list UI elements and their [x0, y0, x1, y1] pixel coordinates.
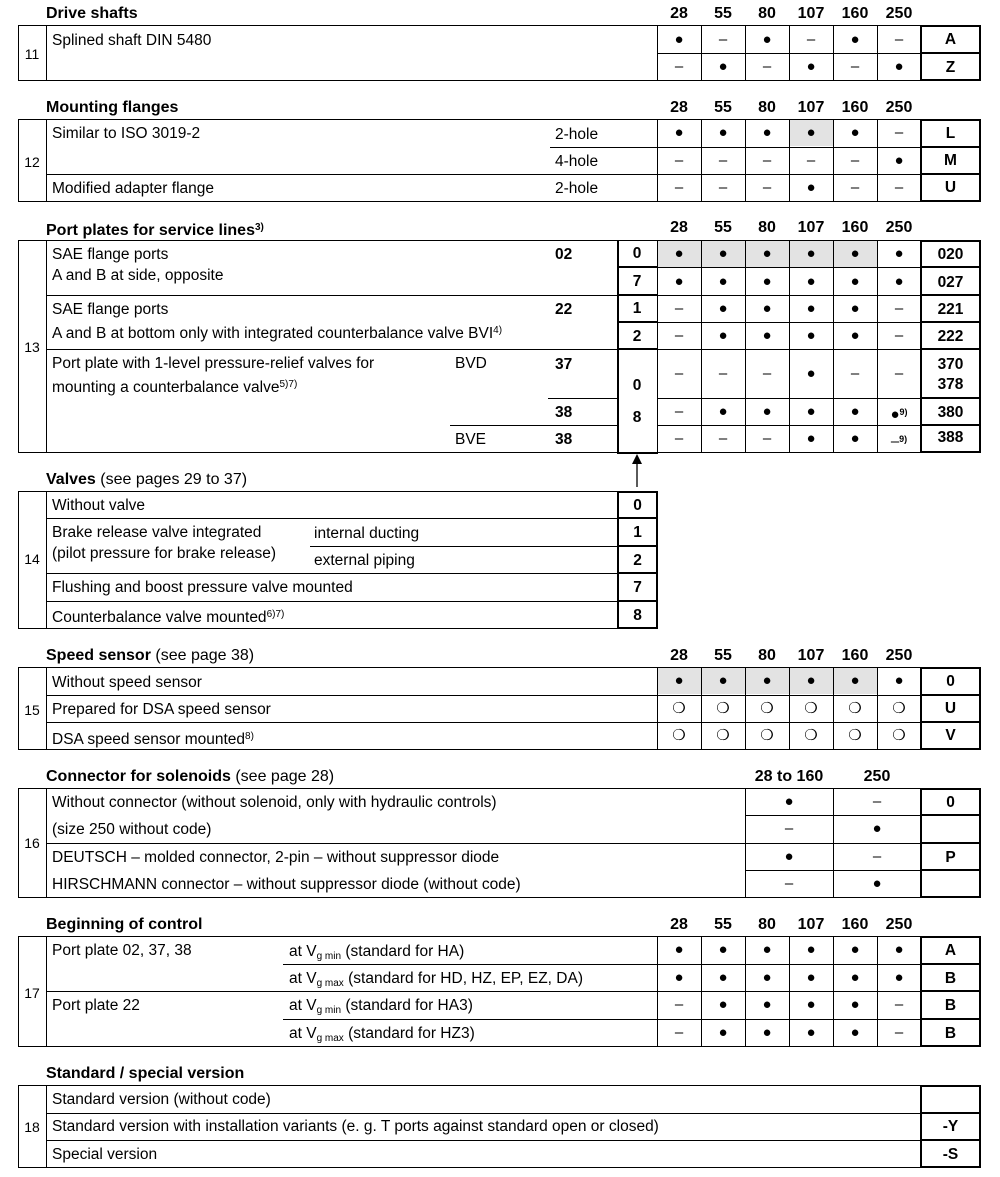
valve-code: 0 [632, 245, 642, 262]
row-label: DSA speed sensor mounted$^{8)}$ [52, 731, 254, 748]
avail-cell: ● [806, 996, 816, 1013]
avail-cell: ❍ [848, 700, 862, 717]
avail-cell: – [894, 300, 904, 317]
size-header-28: 28 [670, 5, 688, 22]
avail-cell: ● [850, 430, 860, 447]
avail-cell: – [718, 179, 728, 196]
size-header-250: 250 [885, 99, 913, 116]
size-header-107: 107 [797, 647, 825, 664]
row-number: 13 [24, 339, 40, 355]
section-speed-sensor [0, 646, 1000, 752]
avail-cell: – [806, 152, 816, 169]
avail-cell: ● [674, 245, 684, 262]
size-header-55: 55 [714, 219, 732, 236]
avail-cell: – [674, 58, 684, 75]
size-header-80: 80 [758, 219, 776, 236]
order-code: A [944, 31, 957, 48]
avail-cell: ● [762, 941, 772, 958]
row-label: Similar to ISO 3019-2 [52, 125, 201, 142]
avail-cell: ● [894, 273, 904, 290]
row-label: mounting a counterbalance valve$^{5)7)}$ [52, 379, 298, 396]
avail-cell: ● [718, 327, 728, 344]
avail-cell: ❍ [672, 700, 686, 717]
avail-cell: ● [762, 969, 772, 986]
order-code: 020 [937, 246, 964, 263]
valve-code: 2 [632, 328, 642, 345]
avail-cell: ● [718, 245, 728, 262]
order-code: L [945, 125, 956, 142]
order-code: 0 [946, 673, 955, 690]
size-header-250: 250 [863, 768, 891, 785]
size-header-107: 107 [797, 99, 825, 116]
avail-cell: – [674, 365, 684, 382]
control-label: at $V_{g max}$ (standard for HZ3) [289, 1025, 475, 1044]
avail-cell: ● [762, 124, 772, 141]
row-label: SAE flange ports [52, 246, 169, 263]
avail-cell: ●$^{9)}$ [890, 406, 908, 423]
section-port-plates [0, 218, 1000, 463]
order-code: 221 [937, 301, 964, 318]
avail-cell: ● [894, 152, 904, 169]
valve-code: 7 [633, 579, 642, 596]
row-label: A and B at side, opposite [52, 267, 224, 284]
valve-type-bve: BVE [455, 431, 487, 448]
avail-cell: – [894, 327, 904, 344]
size-header-80: 80 [758, 5, 776, 22]
sub-label: internal ducting [314, 525, 420, 542]
avail-cell: ● [806, 327, 816, 344]
size-header-80: 80 [758, 916, 776, 933]
section-valves [0, 470, 1000, 630]
avail-cell: ❍ [760, 700, 774, 717]
avail-cell: ● [806, 672, 816, 689]
section-standard-special [0, 1064, 1000, 1174]
valve-code: 2 [633, 552, 642, 569]
avail-cell: ● [806, 1024, 816, 1041]
size-header-250: 250 [885, 219, 913, 236]
row-label: (pilot pressure for brake release) [52, 545, 276, 562]
section-connector-solenoids [0, 767, 1000, 902]
order-code: 222 [937, 328, 964, 345]
avail-cell: – [850, 58, 860, 75]
avail-cell: ● [674, 672, 684, 689]
avail-cell: ● [762, 327, 772, 344]
avail-cell: ● [806, 300, 816, 317]
avail-cell: – [872, 793, 882, 810]
avail-cell: ❍ [760, 727, 774, 744]
size-header-160: 160 [841, 647, 869, 664]
avail-cell: ● [762, 300, 772, 317]
row-label: Counterbalance valve mounted$^{6)7)}$ [52, 609, 285, 626]
avail-cell: – [850, 365, 860, 382]
avail-cell: ● [762, 1024, 772, 1041]
port-plate-code: 02 [555, 246, 573, 263]
size-header-80: 80 [758, 99, 776, 116]
avail-cell: ❍ [672, 727, 686, 744]
avail-cell: ● [850, 1024, 860, 1041]
row-number: 14 [24, 551, 40, 567]
valve-code: 7 [632, 273, 642, 290]
row-label: HIRSCHMANN connector – without suppressor diode (without code) [52, 876, 521, 893]
order-code: U [944, 179, 957, 196]
order-code: Z [945, 59, 956, 76]
avail-cell: ● [806, 430, 816, 447]
hole-label: 2-hole [555, 180, 599, 197]
row-label: A and B at bottom only with integrated counterbalance valve BVI$^{4)}$ [52, 325, 503, 342]
size-header-160: 160 [841, 916, 869, 933]
avail-cell: ❍ [716, 700, 730, 717]
avail-cell: – [674, 300, 684, 317]
order-code: A [944, 942, 957, 959]
row-label: Standard version (without code) [52, 1091, 271, 1108]
port-plate-label: Port plate 02, 37, 38 [52, 942, 192, 959]
avail-cell: ● [762, 672, 772, 689]
row-number: 11 [24, 46, 40, 62]
row-number: 15 [24, 702, 40, 718]
order-code: 388 [937, 429, 964, 446]
valve-code: 0 [632, 377, 642, 394]
avail-cell: ● [806, 273, 816, 290]
sub-label: external piping [314, 552, 415, 569]
hole-label: 4-hole [555, 153, 599, 170]
avail-cell: – [718, 152, 728, 169]
row-number: 17 [24, 985, 40, 1001]
avail-cell: ● [894, 672, 904, 689]
size-header-250: 250 [885, 916, 913, 933]
size-header-160: 160 [841, 5, 869, 22]
avail-cell: ● [850, 300, 860, 317]
avail-cell: – [894, 179, 904, 196]
avail-cell: ● [872, 820, 882, 837]
size-header-250: 250 [885, 647, 913, 664]
section-title: Speed sensor (see page 38) [46, 647, 255, 664]
row-label: Flushing and boost pressure valve mounted [52, 579, 353, 596]
order-code: P [945, 849, 956, 866]
row-number: 12 [24, 154, 40, 170]
avail-cell: ● [762, 273, 772, 290]
section-title: Beginning of control [46, 916, 203, 933]
avail-cell: – [674, 1024, 684, 1041]
valve-code: 0 [633, 497, 642, 514]
size-header-107: 107 [797, 219, 825, 236]
port-plate-code: 38 [555, 431, 573, 448]
avail-cell: – [718, 31, 728, 48]
avail-cell: ● [806, 365, 816, 382]
row-label: Brake release valve integrated [52, 524, 262, 541]
port-plate-code: 38 [555, 404, 573, 421]
avail-cell: ● [718, 403, 728, 420]
row-number: 16 [24, 835, 40, 851]
control-label: at $V_{g max}$ (standard for HD, HZ, EP, EZ, DA) [289, 970, 583, 989]
avail-cell: – [894, 365, 904, 382]
order-code: 370 [937, 356, 964, 373]
avail-cell: ● [718, 969, 728, 986]
avail-cell: – [894, 31, 904, 48]
avail-cell: – [784, 875, 794, 892]
row-label: SAE flange ports [52, 301, 169, 318]
avail-cell: ● [850, 124, 860, 141]
avail-cell: ● [674, 941, 684, 958]
avail-cell: – [674, 403, 684, 420]
avail-cell: – [806, 31, 816, 48]
avail-cell: – [894, 1024, 904, 1041]
avail-cell: ● [850, 327, 860, 344]
size-header-250: 250 [885, 5, 913, 22]
avail-cell: – [674, 996, 684, 1013]
avail-cell: ● [762, 403, 772, 420]
avail-cell: ● [674, 969, 684, 986]
avail-cell: ● [762, 31, 772, 48]
section-drive-shafts [0, 4, 1000, 84]
avail-cell: – [762, 365, 772, 382]
avail-cell: ● [894, 941, 904, 958]
row-label: Without connector (without solenoid, only with hydraulic controls) [52, 794, 497, 811]
size-header-28: 28 [670, 219, 688, 236]
port-plate-code: 37 [555, 356, 573, 373]
row-label: Port plate with 1-level pressure-relief valves for [52, 355, 375, 372]
section-beginning-of-control [0, 915, 1000, 1050]
avail-cell: – [718, 365, 728, 382]
size-header-160: 160 [841, 99, 869, 116]
hole-label: 2-hole [555, 126, 599, 143]
avail-cell: ● [894, 245, 904, 262]
avail-cell: ● [718, 273, 728, 290]
avail-cell: – [784, 820, 794, 837]
order-code: V [945, 727, 956, 744]
row-label: Splined shaft DIN 5480 [52, 32, 212, 49]
avail-cell: ❍ [848, 727, 862, 744]
row-label: Special version [52, 1146, 158, 1163]
avail-cell: ● [806, 403, 816, 420]
row-label: Without valve [52, 497, 146, 514]
avail-cell: ● [806, 245, 816, 262]
avail-cell: ❍ [716, 727, 730, 744]
avail-cell: ● [850, 31, 860, 48]
avail-cell: ❍ [804, 727, 818, 744]
avail-cell: ● [806, 179, 816, 196]
size-header-28: 28 [670, 647, 688, 664]
port-plate-label: Port plate 22 [52, 997, 140, 1014]
control-label: at $V_{g min}$ (standard for HA) [289, 943, 465, 962]
avail-cell: – [674, 179, 684, 196]
avail-cell: ● [718, 124, 728, 141]
valve-code: 8 [632, 409, 642, 426]
row-label: Without speed sensor [52, 674, 202, 691]
size-header-55: 55 [714, 99, 732, 116]
row-label: Modified adapter flange [52, 180, 215, 197]
avail-cell: ● [718, 941, 728, 958]
avail-cell: ● [784, 848, 794, 865]
avail-cell: ● [718, 996, 728, 1013]
avail-cell: ❍ [892, 700, 906, 717]
section-title: Valves (see pages 29 to 37) [46, 471, 248, 488]
avail-cell: ● [806, 58, 816, 75]
order-code: 378 [937, 376, 964, 393]
avail-cell: – [894, 124, 904, 141]
row-number: 18 [24, 1119, 40, 1135]
order-code: B [944, 1025, 957, 1042]
order-code: 380 [937, 404, 964, 421]
section-title: Mounting flanges [46, 99, 179, 116]
section-title: Standard / special version [46, 1065, 245, 1082]
avail-cell: ● [872, 875, 882, 892]
order-code: 0 [946, 794, 955, 811]
avail-cell: – [850, 152, 860, 169]
avail-cell: ● [784, 793, 794, 810]
valve-type-bvd: BVD [455, 355, 487, 372]
avail-cell: ● [850, 672, 860, 689]
avail-cell: – [762, 58, 772, 75]
size-header-160: 160 [841, 219, 869, 236]
avail-cell: ● [674, 31, 684, 48]
avail-cell: – [894, 996, 904, 1013]
valve-code: 8 [633, 607, 642, 624]
order-code: -Y [942, 1118, 959, 1135]
avail-cell: – [674, 430, 684, 447]
size-header-28: 28 [670, 99, 688, 116]
avail-cell: ● [762, 996, 772, 1013]
valve-code: 1 [633, 524, 642, 541]
order-code: B [944, 970, 957, 987]
size-header-55: 55 [714, 647, 732, 664]
section-title: Connector for solenoids (see page 28) [46, 768, 335, 785]
order-code: -S [942, 1146, 959, 1163]
avail-cell: ❍ [892, 727, 906, 744]
avail-cell: – [762, 179, 772, 196]
avail-cell: ❍ [804, 700, 818, 717]
avail-cell: ● [850, 403, 860, 420]
avail-cell: – [674, 152, 684, 169]
avail-cell: – [872, 848, 882, 865]
avail-cell: ● [674, 124, 684, 141]
valve-code: 1 [632, 300, 642, 317]
row-label: (size 250 without code) [52, 821, 212, 838]
avail-cell: ● [850, 273, 860, 290]
avail-cell: ● [806, 969, 816, 986]
avail-cell: ● [850, 245, 860, 262]
avail-cell: –$^{9)}$ [890, 433, 908, 450]
avail-cell: – [762, 152, 772, 169]
avail-cell: ● [718, 300, 728, 317]
avail-cell: ● [806, 941, 816, 958]
avail-cell: ● [806, 124, 816, 141]
avail-cell: ● [718, 1024, 728, 1041]
avail-cell: ● [894, 58, 904, 75]
avail-cell: ● [850, 969, 860, 986]
section-title: Port plates for service lines$^{3)}$ [46, 222, 264, 239]
row-label: DEUTSCH – molded connector, 2-pin – without suppressor diode [52, 849, 500, 866]
size-header-107: 107 [797, 5, 825, 22]
avail-cell: ● [894, 969, 904, 986]
avail-cell: ● [718, 58, 728, 75]
avail-cell: – [850, 179, 860, 196]
section-mounting-flanges [0, 98, 1000, 204]
order-code: 027 [937, 274, 964, 291]
avail-cell: ● [850, 941, 860, 958]
avail-cell: – [718, 430, 728, 447]
avail-cell: ● [762, 245, 772, 262]
avail-cell: ● [674, 273, 684, 290]
size-header-28: 28 [670, 916, 688, 933]
avail-cell: ● [850, 996, 860, 1013]
row-label: Prepared for DSA speed sensor [52, 701, 271, 718]
order-code: B [944, 997, 957, 1014]
order-code: U [944, 700, 957, 717]
size-header-55: 55 [714, 916, 732, 933]
order-code: M [944, 152, 957, 169]
row-label: Standard version with installation variants (e. g. T ports against standard open or closed) [52, 1118, 659, 1135]
port-plate-code: 22 [555, 301, 573, 318]
avail-cell: ● [718, 672, 728, 689]
size-header-28-to-160: 28 to 160 [754, 768, 824, 785]
size-header-55: 55 [714, 5, 732, 22]
size-header-107: 107 [797, 916, 825, 933]
avail-cell: – [762, 430, 772, 447]
section-title: Drive shafts [46, 5, 138, 22]
size-header-80: 80 [758, 647, 776, 664]
avail-cell: – [674, 327, 684, 344]
control-label: at $V_{g min}$ (standard for HA3) [289, 997, 473, 1016]
